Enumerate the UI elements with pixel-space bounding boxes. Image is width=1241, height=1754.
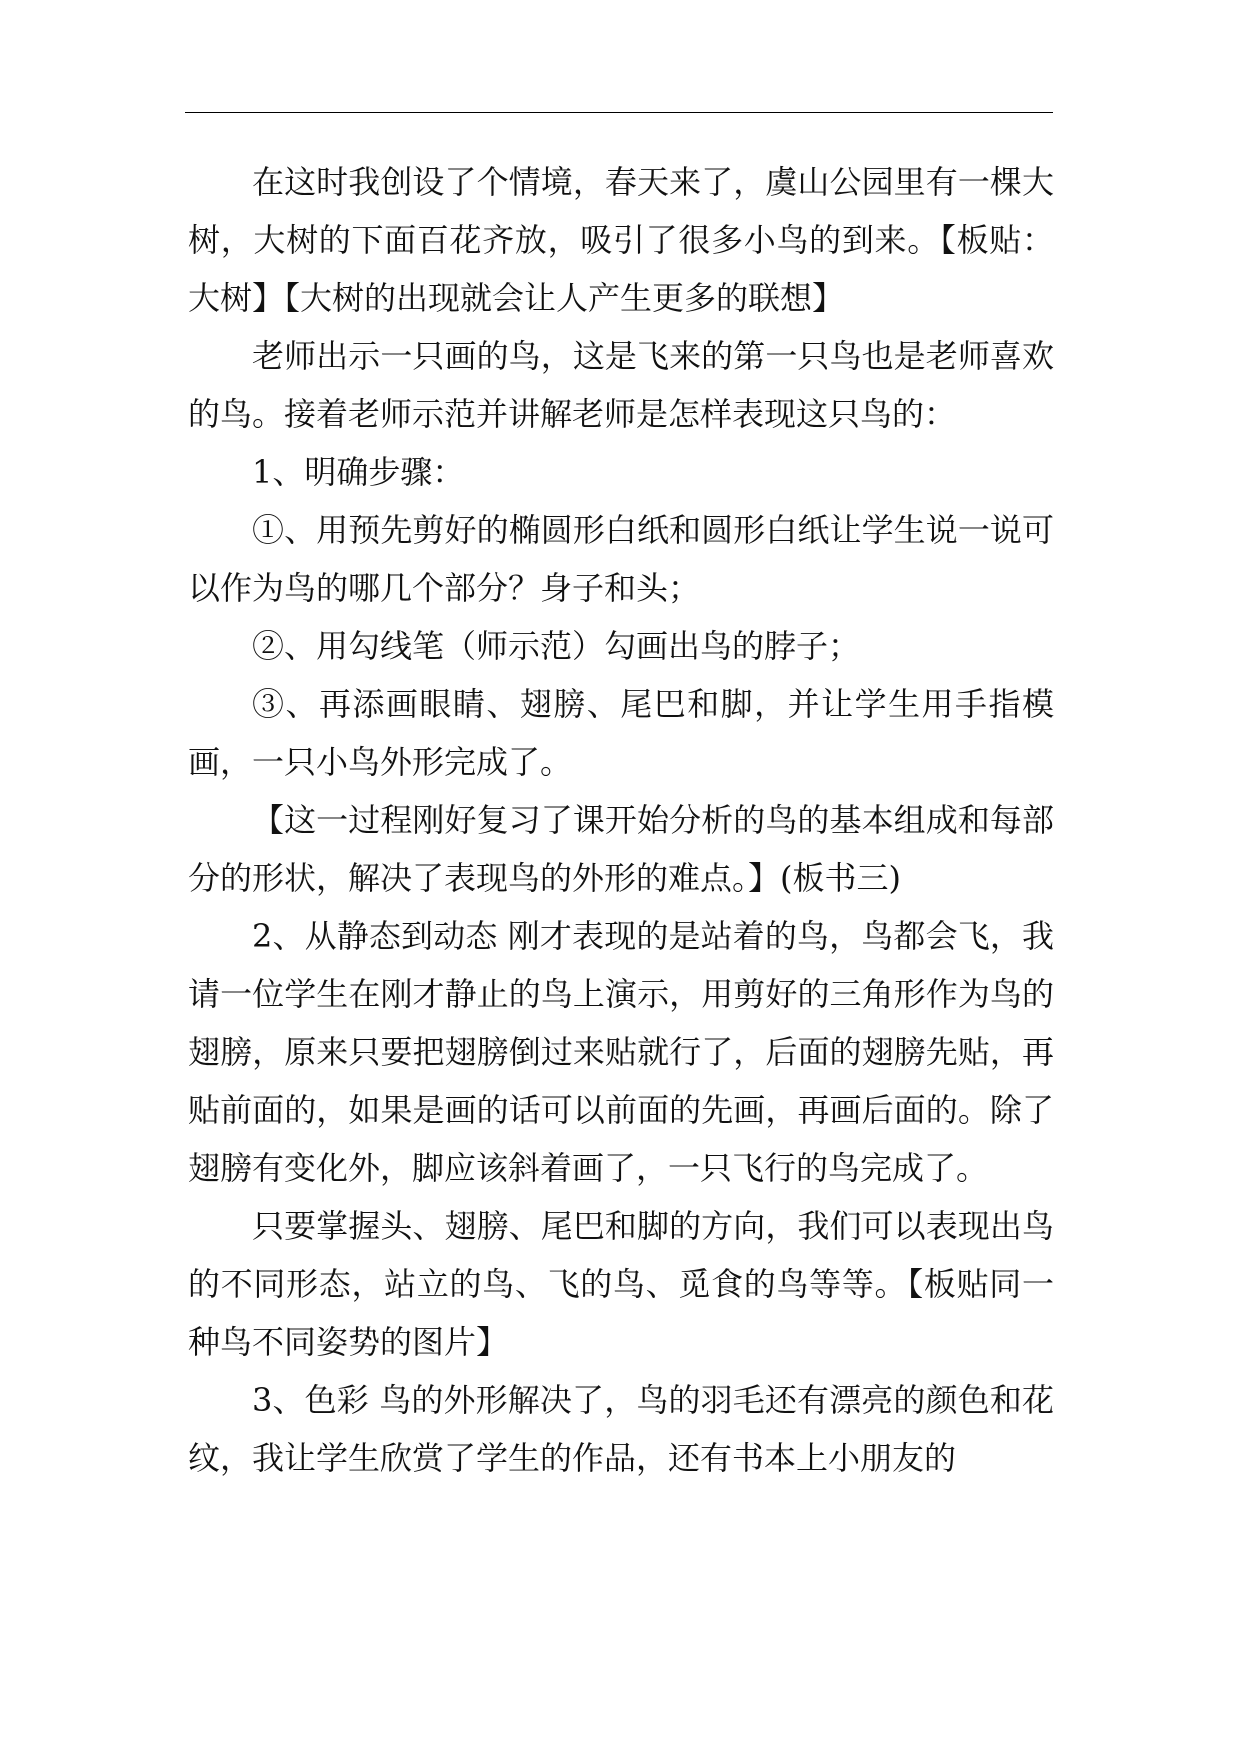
paragraph-step-1b: ②、用勾线笔（师示范）勾画出鸟的脖子； bbox=[252, 627, 861, 665]
paragraph-teacher-demo: 老师出示一只画的鸟，这是飞来的第一只鸟也是老师喜欢的鸟。接着老师示范并讲解老师是怎样表现这只鸟的： bbox=[188, 337, 1054, 433]
paragraph-poses: 只要掌握头、翅膀、尾巴和脚的方向，我们可以表现出鸟的不同形态，站立的鸟、飞的鸟、觅食的鸟等等。【板贴同一种鸟不同姿势的图片】 bbox=[188, 1207, 1054, 1361]
paragraph-note-review: 【这一过程刚好复习了课开始分析的鸟的基本组成和每部分的形状，解决了表现鸟的外形的难点。】(板书三) bbox=[188, 801, 1054, 897]
paragraph-step-1-heading: 1、明确步骤： bbox=[252, 453, 465, 491]
paragraph-scene: 在这时我创设了个情境，春天来了，虞山公园里有一棵大树，大树的下面百花齐放，吸引了很多小鸟的到来。【板贴：大树】【大树的出现就会让人产生更多的联想】 bbox=[188, 163, 1054, 317]
paragraph-step-3: 3、色彩 鸟的外形解决了，鸟的羽毛还有漂亮的颜色和花纹，我让学生欣赏了学生的作品，还有书本上小朋友的 bbox=[188, 1381, 1054, 1477]
paragraph-step-1c: ③、再添画眼睛、翅膀、尾巴和脚，并让学生用手指模画，一只小鸟外形完成了。 bbox=[188, 685, 1054, 781]
paragraph-step-2: 2、从静态到动态 刚才表现的是站着的鸟，鸟都会飞，我请一位学生在刚才静止的鸟上演示，用剪好的三角形作为鸟的翅膀，原来只要把翅膀倒过来贴就行了，后面的翅膀先贴，再贴前面的，如果是画的话可以前面的先画，再画后面的。除了翅膀有变化外，脚应该斜着画了，一只飞行的鸟完成了。 bbox=[188, 917, 1054, 1187]
paragraph-step-1a: ①、用预先剪好的椭圆形白纸和圆形白纸让学生说一说可以作为鸟的哪几个部分？身子和头； bbox=[188, 511, 1054, 607]
document-body bbox=[188, 153, 1054, 1487]
header-rule bbox=[185, 112, 1053, 113]
